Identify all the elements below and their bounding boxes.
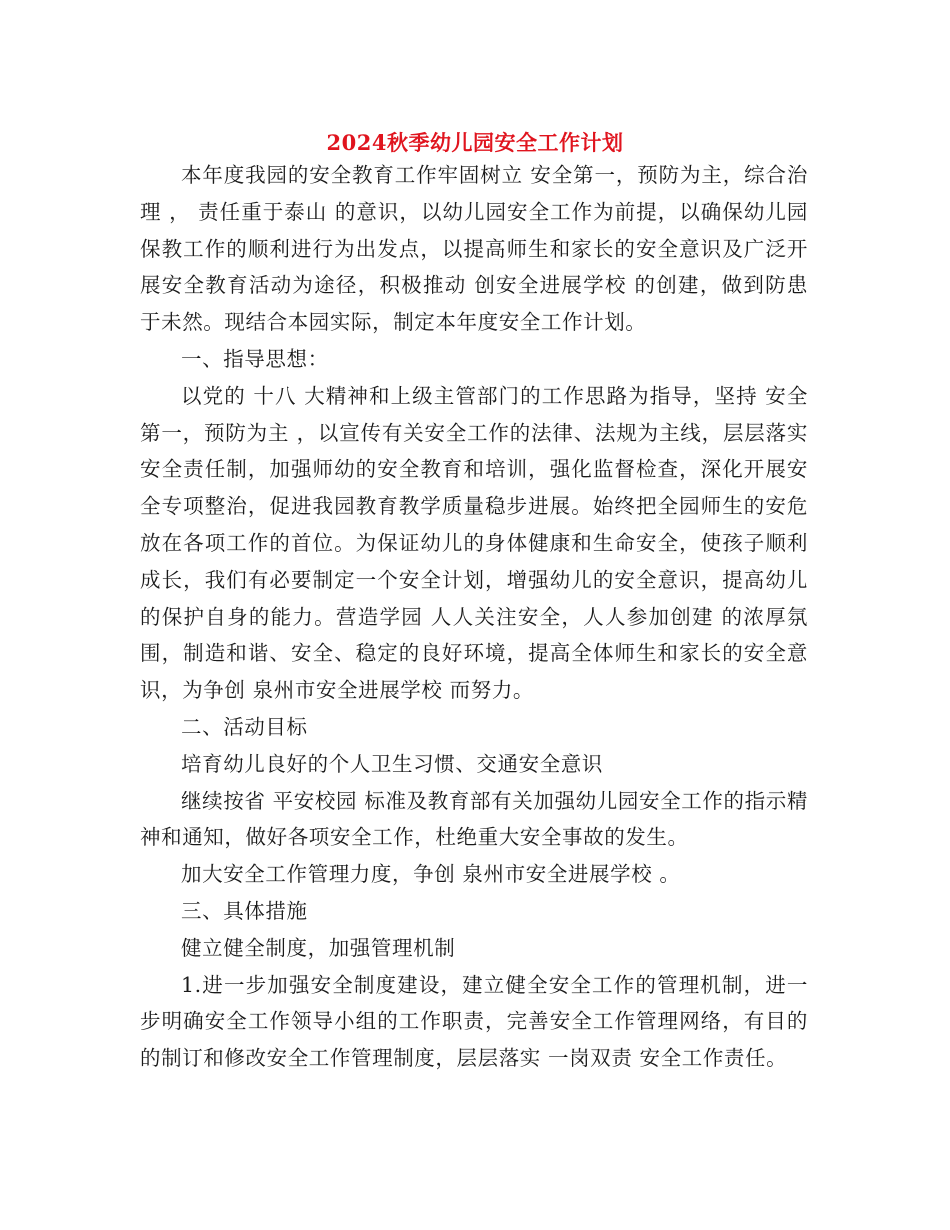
guiding-thought-paragraph: 以党的 十八 大精神和上级主管部门的工作思路为指导，坚持 安全第一，预防为主 ，以宣传有关安全工作的法律、法规为主线，层层落实安全责任制，加强师幼的安全教育和培训，强化监督检查，深化开展安全专项整治，促进我园教育教学质量稳步进展。始终把全园师生的安危放在各项工作的首位。为保证幼儿的身体健康和生命安全，使孩子顺利成长，我们有必要制定一个安全计划，增强幼儿的安全意识，提高幼儿的保护自身的能力。营造学园 人人关注安全，人人参加创建 的浓厚氛围，制造和谐、安全、稳定的良好环境，提高全体师生和家长的安全意识，为争创 泉州市安全进展学校 而努力。	[140, 383, 808, 703]
goal-paragraph-1: 培育幼儿良好的个人卫生习惯、交通安全意识	[181, 751, 603, 776]
goal-paragraph-2: 继续按省 平安校园 标准及教育部有关加强幼儿园安全工作的指示精神和通知，做好各项安全工作，杜绝重大安全事故的发生。	[140, 788, 808, 850]
document-title: 2024秋季幼儿园安全工作计划	[326, 130, 624, 156]
intro-paragraph: 本年度我园的安全教育工作牢固树立 安全第一，预防为主，综合治理 ， 责任重于泰山 的意识，以幼儿园安全工作为前提，以确保幼儿园保教工作的顺利进行为出发点，以提高师生和家长的安全意识及广泛开展安全教育活动为途径，积极推动 创安全进展学校 的创建，做到防患于未然。现结合本园实际，制定本年度安全工作计划。	[140, 163, 808, 335]
section-heading-activity-goals: 二、活动目标	[181, 714, 308, 739]
measure-item-1: 1.进一步加强安全制度建设，建立健全安全工作的管理机制，进一步明确安全工作领导小组的工作职责，完善安全工作管理网络，有目的的制订和修改安全工作管理制度，层层落实 一岗双责 安全工作责任。	[140, 972, 808, 1071]
goal-paragraph-3: 加大安全工作管理力度，争创 泉州市安全进展学校 。	[181, 862, 681, 887]
document-body	[140, 157, 808, 1077]
section-heading-measures: 三、具体措施	[181, 898, 308, 923]
measures-subheading: 健立健全制度，加强管理机制	[181, 935, 456, 960]
section-heading-guiding-thought: 一、指导思想：	[181, 346, 329, 371]
